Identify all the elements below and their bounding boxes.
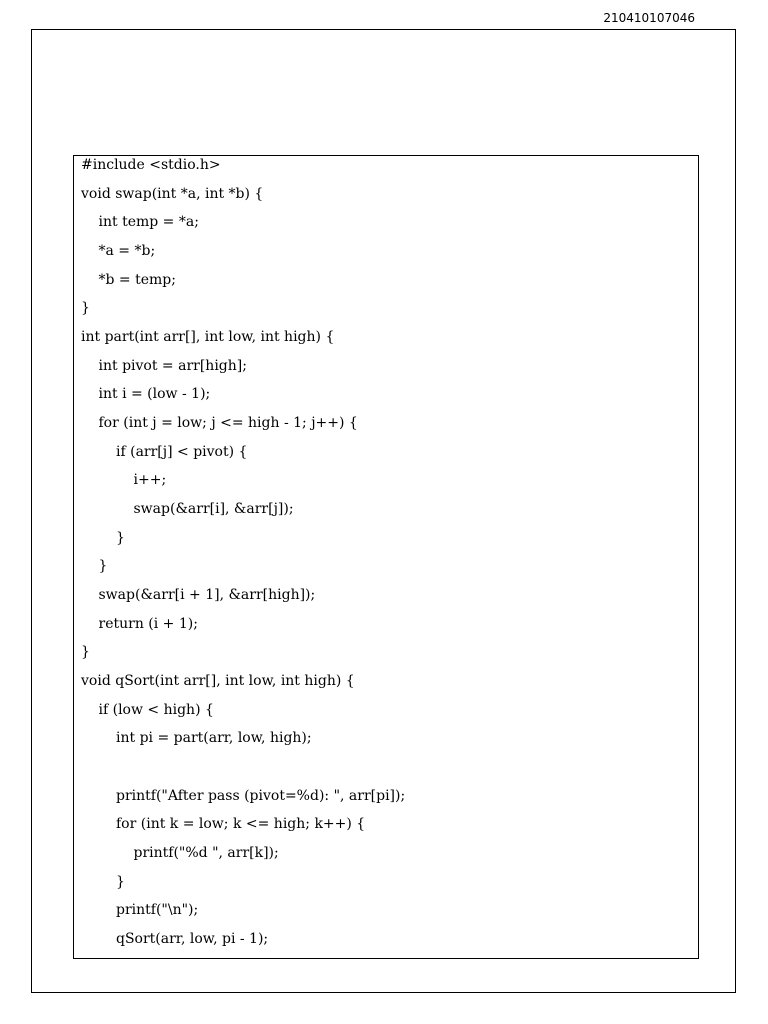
code-line: qSort(arr, low, pi - 1); <box>116 931 269 948</box>
code-line: if (arr[j] < pivot) { <box>116 443 248 460</box>
code-line: if (low < high) { <box>98 701 214 718</box>
code-line: *a = *b; <box>98 243 156 260</box>
code-line: int temp = *a; <box>98 214 199 231</box>
code-line: } <box>98 558 108 575</box>
code-line: printf("After pass (pivot=%d): ", arr[pi]); <box>116 787 406 804</box>
code-listing-box <box>73 155 699 959</box>
code-line: for (int j = low; j <= high - 1; j++) { <box>98 415 358 432</box>
page-id-label: 210410107046 <box>603 11 695 25</box>
code-line: i++; <box>133 472 167 489</box>
code-line: int pivot = arr[high]; <box>98 357 247 374</box>
code-line: int pi = part(arr, low, high); <box>116 730 312 747</box>
code-line: } <box>116 529 125 546</box>
code-line: } <box>116 873 125 890</box>
code-line: } <box>81 644 90 661</box>
code-line: printf("\n"); <box>116 902 199 919</box>
code-listing <box>81 155 698 954</box>
code-line: int part(int arr[], int low, int high) { <box>81 329 335 346</box>
code-line: for (int k = low; k <= high; k++) { <box>116 816 366 833</box>
code-line: printf("%d ", arr[k]); <box>133 845 279 862</box>
code-line: } <box>81 300 90 317</box>
code-line: return (i + 1); <box>98 615 198 632</box>
code-line: *b = temp; <box>98 271 176 288</box>
code-line: swap(&arr[i + 1], &arr[high]); <box>98 587 316 604</box>
code-line: void swap(int *a, int *b) { <box>81 185 264 202</box>
code-line: void qSort(int arr[], int low, int high) { <box>81 673 355 690</box>
code-line: #include <stdio.h> <box>81 157 221 173</box>
code-line: swap(&arr[i], &arr[j]); <box>133 501 294 518</box>
code-line <box>81 753 698 782</box>
code-line: int i = (low - 1); <box>98 386 211 403</box>
